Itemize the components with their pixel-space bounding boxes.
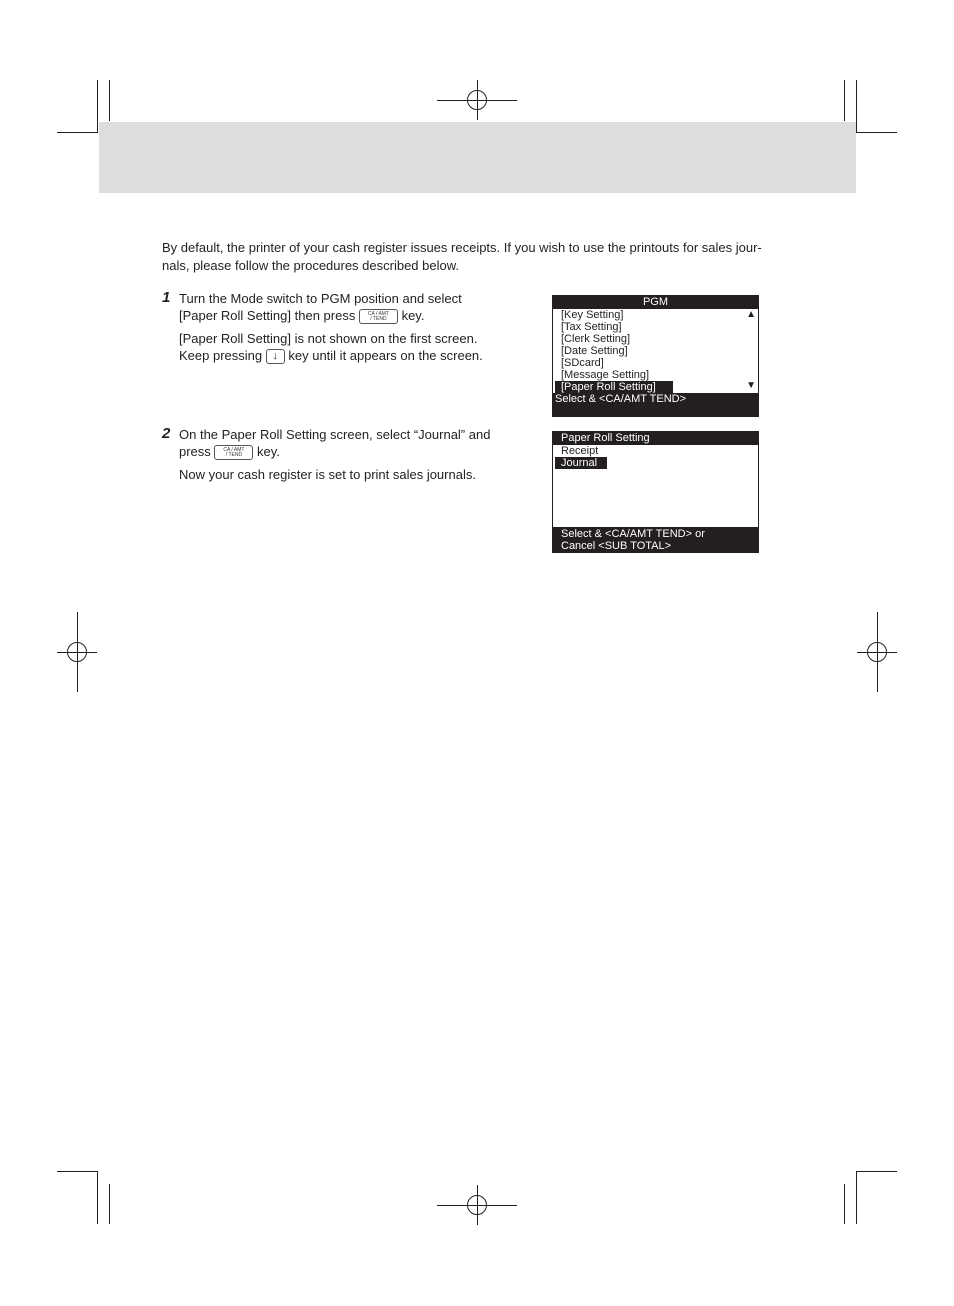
lcd-screen-paper-roll-setting — [552, 431, 759, 553]
screen-2-item-journal-selected: Journal — [555, 457, 607, 469]
step-1-note-line-1: [Paper Roll Setting] is not shown on the first screen. — [179, 331, 478, 347]
step-number-1: 1 — [162, 289, 171, 306]
step-1-note-line-2: Keep pressing — [179, 348, 263, 364]
scroll-up-arrow-icon: ▲ — [746, 309, 756, 320]
screen-1-item-7-selected: [Paper Roll Setting] — [555, 381, 673, 393]
step-2-text — [179, 426, 519, 483]
screen-2-title: Paper Roll Setting — [553, 432, 758, 445]
screen-1-item-3: [Clerk Setting] — [561, 333, 631, 345]
step-2-note-line-1: Now your cash register is set to print sales journals. — [179, 467, 476, 483]
header-band — [99, 122, 856, 193]
intro-line-1: By default, the printer of your cash register issues receipts. If you wish to use the printouts for sales jour- — [162, 240, 762, 255]
screen-2-footer — [553, 527, 758, 552]
screen-1-item-6: [Message Setting] — [561, 369, 650, 381]
step-number-2: 2 — [162, 425, 171, 442]
screen-2-item-receipt: Receipt — [561, 445, 599, 457]
screen-1-item-4: [Date Setting] — [561, 345, 628, 357]
step-2-line-2-end: key. — [257, 444, 280, 459]
ca-amt-tend-key-icon: CA / AMT / TEND — [359, 309, 398, 324]
screen-1-title: PGM — [553, 296, 758, 309]
screen-2-footer-line-1: Select & <CA/AMT TEND> or — [561, 528, 705, 540]
screen-2-footer-line-2: Cancel <SUB TOTAL> — [561, 540, 672, 552]
step-1-note-line-2-end: key until it appears on the screen. — [288, 348, 483, 364]
scroll-down-arrow-icon: ▼ — [746, 380, 756, 391]
screen-1-item-5: [SDcard] — [561, 357, 604, 369]
screen-1-item-2: [Tax Setting] — [561, 321, 622, 333]
step-1-line-2-end: key. — [401, 308, 425, 323]
screen-1-item-1: [Key Setting] — [561, 309, 624, 321]
step-2-line-2: press — [179, 444, 211, 459]
step-2-line-1: On the Paper Roll Setting screen, select “Journal” and — [179, 427, 491, 442]
step-1-text — [179, 290, 519, 364]
intro-paragraph — [162, 239, 798, 275]
ca-amt-tend-key-icon: CA / AMT / TEND — [214, 445, 253, 460]
intro-line-2: nals, please follow the procedures described below. — [162, 258, 460, 273]
screen-1-footer: Select & <CA/AMT TEND> — [553, 393, 758, 416]
step-1-line-2: [Paper Roll Setting] then press — [179, 308, 356, 323]
step-1-line-1: Turn the Mode switch to PGM position and select — [179, 291, 462, 306]
down-arrow-key-icon: ↓ — [266, 349, 285, 364]
lcd-screen-pgm — [552, 295, 759, 417]
